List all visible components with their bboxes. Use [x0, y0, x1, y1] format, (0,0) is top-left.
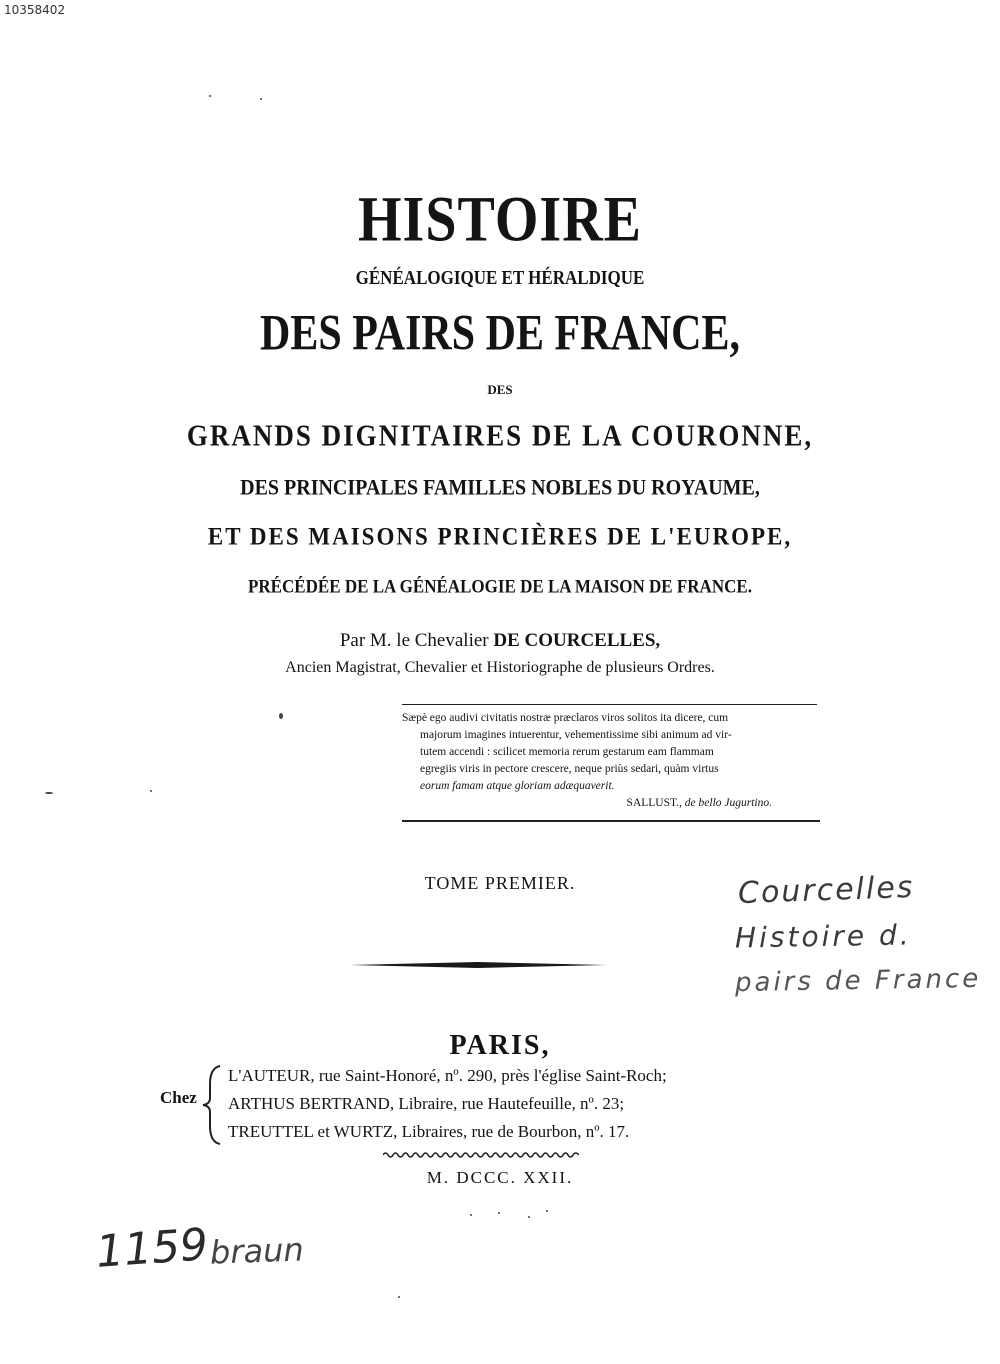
imprint-date: M. DCCC. XXII.	[426, 1168, 574, 1187]
title-maisons: ET DES MAISONS PRINCIÈRES DE L'EUROPE,	[207, 522, 793, 551]
title-precedee: PRÉCÉDÉE DE LA GÉNÉALOGIE DE LA MAISON DE FRANCE.	[248, 576, 752, 597]
author-name: DE COURCELLES,	[493, 630, 661, 651]
epigraph-line: tutem accendi : scilicet memoria rerum gestarum eam flammam	[420, 746, 714, 758]
publisher-line: ARTHUS BERTRAND, Libraire, rue Hautefeuille, nº. 23;	[228, 1094, 625, 1113]
speck	[398, 1296, 400, 1298]
title-main: HISTOIRE	[358, 184, 642, 256]
speck	[279, 713, 283, 719]
publisher-line: TREUTTEL et WURTZ, Libraires, rue de Bourbon, nº. 17.	[228, 1122, 630, 1141]
speck	[528, 1216, 530, 1218]
title-des: DES	[487, 382, 513, 397]
author-qualifications: Ancien Magistrat, Chevalier et Historiographe de plusieurs Ordres.	[285, 659, 715, 676]
wavy-rule	[383, 1151, 579, 1159]
scan-id-label: 10358402	[4, 3, 66, 17]
handwritten-note: Courcelles	[737, 869, 915, 912]
title-subtitle: GÉNÉALOGIQUE ET HÉRALDIQUE	[355, 266, 645, 289]
author-line	[0, 630, 1000, 652]
epigraph-rule-bottom	[402, 820, 820, 822]
epigraph-source	[402, 795, 820, 812]
author-by: Par M. le Chevalier	[339, 630, 489, 651]
handwritten-shelfmark: 1159	[94, 1219, 210, 1278]
speck	[260, 98, 262, 100]
publisher-line: L'AUTEUR, rue Saint-Honoré, nº. 290, près l'église Saint-Roch;	[228, 1066, 667, 1085]
imprint-city: PARIS,	[449, 1030, 551, 1061]
speck	[209, 95, 211, 97]
handwritten-note: pairs de France	[734, 963, 982, 999]
epigraph-source-author: SALLUST.	[626, 797, 680, 809]
speck	[546, 1210, 548, 1212]
epigraph-rule-top	[402, 704, 817, 705]
speck	[498, 1212, 500, 1214]
title-dignitaires: GRANDS DIGNITAIRES DE LA COURONNE,	[186, 417, 814, 453]
epigraph	[402, 710, 820, 812]
handwritten-shelfmark-word: braun	[209, 1230, 305, 1272]
speck	[470, 1214, 472, 1216]
speck	[45, 792, 53, 794]
epigraph-line: Sæpè ego audivi civitatis nostræ præclaros viros solitos ita dicere, cum	[402, 712, 729, 724]
title-pairs: DES PAIRS DE FRANCE,	[260, 306, 740, 362]
handwritten-note: Histoire d.	[734, 918, 912, 955]
title-familles: DES PRINCIPALES FAMILLES NOBLES DU ROYAUME,	[240, 475, 760, 501]
epigraph-line: egregiis viris in pectore crescere, neque priùs sedari, quàm virtus	[420, 763, 719, 775]
epigraph-line: eorum famam atque gloriam adæquaverit.	[420, 780, 615, 792]
speck	[150, 790, 152, 792]
epigraph-source-work: , de bello Jugurtino.	[679, 797, 772, 809]
brace-icon	[198, 1064, 228, 1146]
volume-label: TOME PREMIER.	[424, 873, 576, 893]
ornamental-rule	[350, 962, 606, 968]
epigraph-line: majorum imagines intuerentur, vehementissime sibi animum ad vir-	[420, 729, 732, 741]
imprint-chez: Chez	[160, 1088, 197, 1107]
